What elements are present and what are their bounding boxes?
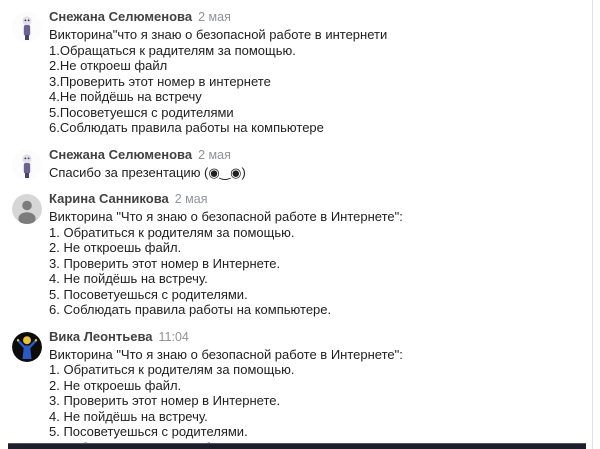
comment-content — [49, 330, 600, 449]
comment-author[interactable]: Карина Санникова — [49, 191, 169, 206]
person-arms-raised-avatar-icon — [12, 332, 42, 362]
comment-author[interactable]: Снежана Селюменова — [49, 146, 193, 162]
right-border-line — [592, 0, 593, 449]
comment-text-line: 1. Обратиться к родителям за помощью. — [49, 362, 295, 377]
comment-text-line: Спасибо за презентацию (◉‿◉) — [49, 164, 246, 180]
comment-text-line: 2. Не откроешь файл. — [49, 240, 182, 255]
comment-text-line: 3. Проверить этот номер в Интернете. — [49, 393, 281, 408]
comment-content — [49, 148, 600, 181]
user-avatar[interactable] — [12, 332, 42, 362]
comment-text-line: 3.Проверить этот номер в интернете — [49, 73, 271, 89]
comment-text-line: Викторина "Что я знаю о безопасной работе в Интернете": — [49, 346, 403, 362]
comment-text-line: 1. Обратиться к родителям за помощью. — [49, 224, 295, 240]
comment-timestamp: 2 мая — [198, 147, 231, 162]
comment-item — [12, 10, 600, 136]
default-person-avatar-icon — [12, 194, 42, 224]
doll-avatar-icon — [12, 150, 42, 180]
comment-timestamp: 2 мая — [198, 10, 231, 24]
comment-text-line: 2. Не откроешь файл. — [49, 377, 182, 393]
comment-author[interactable]: Снежана Селюменова — [49, 9, 193, 24]
comment-item — [12, 192, 600, 318]
comment-header — [49, 148, 600, 162]
user-avatar[interactable] — [12, 194, 42, 224]
comment-text-line: 6. Соблюдать правила работы на компьютере. — [49, 302, 332, 317]
comment-header — [49, 192, 600, 206]
comment-item — [12, 148, 600, 181]
comment-text-line: 4. Не пойдёшь на встречу. — [49, 271, 208, 286]
user-avatar[interactable] — [12, 12, 42, 42]
comment-text-line: 1.Обращаться к радителям за помощью. — [49, 42, 296, 58]
comment-text-line: 5. Посоветуешься с родителями. — [49, 424, 248, 439]
comment-timestamp: 11:04 — [158, 329, 189, 344]
comment-body — [49, 209, 600, 318]
doll-avatar-icon — [12, 12, 42, 42]
comment-header — [49, 330, 600, 344]
comment-text-line: 3. Проверить этот номер в Интернете. — [49, 255, 281, 271]
comment-content — [49, 192, 600, 318]
comment-text-line: Викторина "Что я знаю о безопасной работе в Интернете": — [49, 209, 403, 224]
comment-text-line: Викторина"что я знаю о безопасной работе в интернети — [49, 27, 388, 42]
comment-timestamp: 2 мая — [174, 192, 208, 206]
bottom-window-edge — [8, 443, 586, 449]
comment-author[interactable]: Вика Леонтьева — [49, 328, 153, 344]
comment-body — [49, 165, 600, 181]
comment-body — [49, 27, 600, 136]
comment-text-line: 5. Посоветуешься с родителями. — [49, 286, 248, 302]
comment-header — [49, 10, 600, 24]
comment-text-line: 5.Посоветуешся с родителями — [49, 104, 234, 120]
comment-text-line: 6.Соблюдать правила работы на компьютере — [49, 120, 324, 135]
comment-content — [49, 10, 600, 136]
comment-text-line: 4. Не пойдёшь на встречу. — [49, 408, 208, 424]
comment-text-line: 4.Не пойдёшь на встречу — [49, 89, 202, 104]
user-avatar[interactable] — [12, 150, 42, 180]
comment-body — [49, 347, 600, 449]
comment-text-line: 2.Не откроеш файл — [49, 58, 168, 73]
comment-item — [12, 330, 600, 449]
